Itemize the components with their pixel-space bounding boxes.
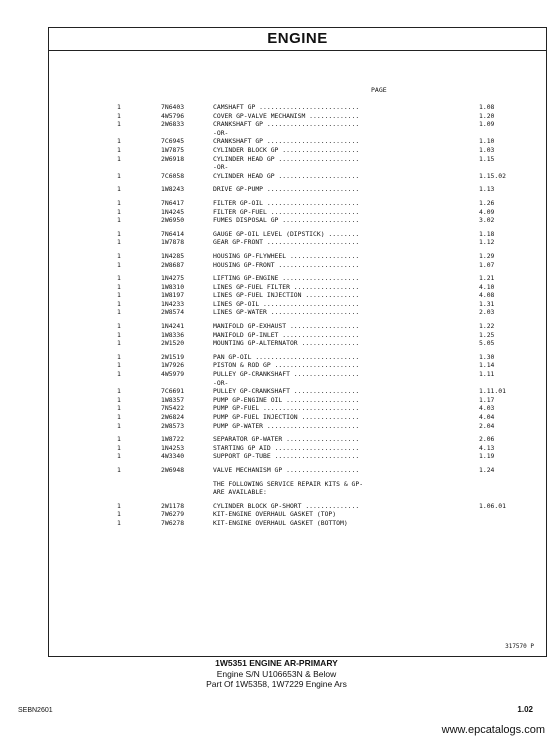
part-row — [117, 444, 537, 453]
part-row — [117, 291, 537, 300]
part-row — [117, 172, 537, 181]
part-number: 7N6414 — [161, 229, 185, 238]
part-row — [117, 112, 537, 121]
part-description: PULLEY GP-CRANKSHAFT ................. — [213, 370, 360, 379]
part-description: LINES GP-FUEL INJECTION .............. — [213, 291, 360, 300]
part-number: 7N6403 — [161, 103, 185, 111]
part-page: 4.03 — [479, 404, 495, 413]
part-number: 1W7926 — [161, 361, 185, 370]
part-qty: 1 — [117, 120, 121, 129]
part-number: 2W1178 — [161, 501, 185, 510]
part-description: PAN GP-OIL ........................... — [213, 352, 360, 361]
part-number: 1W8357 — [161, 395, 185, 404]
part-row — [117, 208, 537, 217]
part-description: PISTON & ROD GP ...................... — [213, 361, 360, 370]
or-label: -OR- — [213, 163, 229, 172]
or-separator — [117, 129, 537, 138]
part-row — [117, 185, 537, 194]
part-row — [117, 199, 537, 208]
part-qty: 1 — [117, 260, 121, 269]
part-row — [117, 404, 537, 413]
part-page: 1.13 — [479, 185, 495, 194]
part-page: 1.10 — [479, 137, 495, 146]
part-number: 2W6918 — [161, 154, 185, 163]
part-page: 1.18 — [479, 229, 495, 238]
part-qty: 1 — [117, 251, 121, 260]
part-description: PUMP GP-FUEL INJECTION ............... — [213, 413, 360, 421]
or-label: -OR- — [213, 378, 229, 387]
part-page: 1.03 — [479, 145, 495, 154]
part-page: 4.08 — [479, 291, 495, 300]
part-description: LINES GP-WATER ....................... — [213, 308, 360, 317]
part-qty: 1 — [117, 501, 121, 510]
part-description: LINES GP-FUEL FILTER ................. — [213, 282, 360, 291]
part-number: 2W6824 — [161, 413, 185, 421]
part-row — [117, 387, 537, 396]
part-qty: 1 — [117, 339, 121, 348]
part-qty: 1 — [117, 465, 121, 474]
part-number: 7N6417 — [161, 198, 185, 207]
part-description: LINES GP-OIL ......................... — [213, 299, 360, 308]
part-qty: 1 — [117, 322, 121, 331]
part-qty: 1 — [117, 137, 121, 146]
footer-line-2: Engine S/N U106653N & Below — [216, 668, 337, 679]
part-number: 1N4285 — [161, 251, 185, 260]
part-row — [117, 230, 537, 239]
parts-list — [117, 103, 537, 528]
part-description: VALVE MECHANISM GP ................... — [213, 465, 360, 474]
part-description: CAMSHAFT GP .......................... — [213, 103, 360, 111]
kits-note-line-2: ARE AVAILABLE: — [213, 488, 267, 497]
part-page: 1.15.02 — [479, 171, 506, 180]
part-number: 1W8310 — [161, 282, 185, 291]
part-qty: 1 — [117, 370, 121, 379]
part-description: FILTER GP-OIL ........................ — [213, 198, 360, 207]
part-row — [117, 422, 537, 431]
part-number: 1N4275 — [161, 274, 185, 283]
footer-caption — [0, 658, 553, 690]
part-row — [117, 146, 537, 155]
part-page: 1.20 — [479, 111, 495, 120]
part-page: 1.30 — [479, 352, 495, 361]
part-description: KIT-ENGINE OVERHAUL GASKET (BOTTOM) — [213, 518, 348, 527]
part-page — [475, 510, 537, 519]
part-description: GEAR GP-FRONT ........................ — [213, 238, 360, 247]
part-number: 1W8336 — [161, 330, 185, 339]
part-description: CYLINDER BLOCK GP .................... — [213, 145, 360, 154]
part-number: 7W6278 — [161, 518, 185, 527]
part-qty: 1 — [117, 229, 121, 238]
part-page: 1.29 — [479, 251, 495, 260]
part-qty: 1 — [117, 404, 121, 413]
part-page: 4.04 — [479, 413, 495, 421]
part-page: 1.25 — [479, 330, 495, 339]
part-page: 1.17 — [479, 395, 495, 404]
kits-note-line-1: THE FOLLOWING SERVICE REPAIR KITS & GP- — [213, 479, 364, 488]
part-description: HOUSING GP-FLYWHEEL .................. — [213, 251, 360, 260]
part-description: LIFTING GP-ENGINE .................... — [213, 274, 360, 283]
part-row — [117, 216, 537, 225]
part-number: 1W8197 — [161, 291, 185, 300]
part-row — [117, 238, 537, 247]
part-page: 1.11.01 — [479, 387, 506, 396]
page-number: 1.02 — [517, 705, 533, 714]
part-number: 2W8687 — [161, 260, 185, 269]
part-page: 4.09 — [479, 207, 495, 216]
part-number: 4W3340 — [161, 452, 185, 461]
part-row — [117, 331, 537, 340]
part-description: PUMP GP-WATER ........................ — [213, 421, 360, 430]
part-row — [117, 103, 537, 112]
part-number: 2W6950 — [161, 216, 185, 225]
part-row — [117, 308, 537, 317]
part-page: 1.24 — [479, 465, 495, 474]
part-row — [117, 261, 537, 270]
part-qty: 1 — [117, 387, 121, 396]
part-description: CYLINDER HEAD GP ..................... — [213, 171, 360, 180]
part-page: 2.04 — [479, 421, 495, 430]
part-number: 1W8243 — [161, 185, 185, 194]
part-page: 2.03 — [479, 308, 495, 317]
part-number: 2W6948 — [161, 465, 185, 474]
part-qty: 1 — [117, 111, 121, 120]
part-row — [117, 361, 537, 370]
part-qty: 1 — [117, 510, 121, 519]
part-number: 1N4253 — [161, 443, 185, 452]
part-page: 1.11 — [479, 370, 495, 379]
document-id: 317570 P — [505, 643, 534, 650]
or-separator — [117, 379, 537, 388]
part-qty: 1 — [117, 154, 121, 163]
or-separator — [117, 163, 537, 172]
part-description: MANIFOLD GP-EXHAUST .................. — [213, 322, 360, 331]
part-description: DRIVE GP-PUMP ........................ — [213, 185, 360, 194]
part-description: SEPARATOR GP-WATER ................... — [213, 435, 360, 444]
part-description: CYLINDER BLOCK GP-SHORT .............. — [213, 501, 360, 510]
part-qty: 1 — [117, 103, 121, 111]
part-number: 1W8722 — [161, 435, 185, 444]
part-qty: 1 — [117, 282, 121, 291]
part-description: STARTING GP AID ...................... — [213, 443, 360, 452]
part-qty: 1 — [117, 413, 121, 421]
part-page: 1.21 — [479, 274, 495, 283]
part-qty: 1 — [117, 291, 121, 300]
part-number: 1N4233 — [161, 299, 185, 308]
part-page: 1.14 — [479, 361, 495, 370]
part-row — [117, 252, 537, 261]
part-number: 2W1520 — [161, 339, 185, 348]
part-description: CRANKSHAFT GP ........................ — [213, 120, 360, 129]
part-qty: 1 — [117, 395, 121, 404]
part-description: FUMES DISPOSAL GP .................... — [213, 216, 360, 225]
part-qty: 1 — [117, 145, 121, 154]
website-watermark: www.epcatalogs.com — [441, 724, 545, 736]
part-row — [117, 502, 537, 511]
part-row — [117, 413, 537, 422]
part-row — [117, 274, 537, 283]
part-qty: 1 — [117, 435, 121, 444]
part-page: 1.07 — [479, 260, 495, 269]
page-column-header: PAGE — [371, 86, 387, 94]
publication-number: SEBN2601 — [18, 707, 53, 714]
part-row — [117, 510, 537, 519]
part-page — [475, 519, 537, 528]
part-qty: 1 — [117, 361, 121, 370]
part-row — [117, 120, 537, 129]
part-page: 5.05 — [479, 339, 495, 348]
part-number: 7C6691 — [161, 387, 185, 396]
part-description: MOUNTING GP-ALTERNATOR ............... — [213, 339, 360, 348]
part-qty: 1 — [117, 352, 121, 361]
part-number: 2W1519 — [161, 352, 185, 361]
part-number: 1N4245 — [161, 207, 185, 216]
part-page: 1.26 — [479, 198, 495, 207]
part-row — [117, 283, 537, 292]
part-description: PUMP GP-FUEL ......................... — [213, 404, 360, 413]
part-qty: 1 — [117, 198, 121, 207]
part-page: 1.15 — [479, 154, 495, 163]
part-number: 7C6945 — [161, 137, 185, 146]
part-row — [117, 452, 537, 461]
part-description: CRANKSHAFT GP ........................ — [213, 137, 360, 146]
part-row — [117, 339, 537, 348]
part-page: 1.09 — [479, 120, 495, 129]
part-description: SUPPORT GP-TUBE ...................... — [213, 452, 360, 461]
part-page: 4.13 — [479, 443, 495, 452]
part-description: HOUSING GP-FRONT ..................... — [213, 260, 360, 269]
part-number: 2W8573 — [161, 421, 185, 430]
part-row — [117, 466, 537, 475]
part-number: 7C6058 — [161, 171, 185, 180]
page-title: ENGINE — [49, 28, 546, 51]
part-qty: 1 — [117, 421, 121, 430]
part-qty: 1 — [117, 308, 121, 317]
part-row — [117, 519, 537, 528]
part-number: 1W7875 — [161, 145, 185, 154]
part-number: 7N5422 — [161, 404, 185, 413]
part-page: 1.31 — [479, 299, 495, 308]
part-row — [117, 137, 537, 146]
part-page: 3.02 — [479, 216, 495, 225]
part-number: 1N4241 — [161, 322, 185, 331]
part-qty: 1 — [117, 171, 121, 180]
part-description: FILTER GP-FUEL ....................... — [213, 207, 360, 216]
part-description: COVER GP-VALVE MECHANISM ............. — [213, 111, 360, 120]
part-row — [117, 155, 537, 164]
part-qty: 1 — [117, 238, 121, 247]
part-qty: 1 — [117, 452, 121, 461]
part-number: 2W8574 — [161, 308, 185, 317]
part-description: CYLINDER HEAD GP ..................... — [213, 154, 360, 163]
part-description: KIT-ENGINE OVERHAUL GASKET (TOP) — [213, 510, 337, 519]
part-row — [117, 353, 537, 362]
part-qty: 1 — [117, 216, 121, 225]
part-row — [117, 435, 537, 444]
part-row — [117, 396, 537, 405]
or-label: -OR- — [213, 128, 229, 137]
part-number: 7W6279 — [161, 510, 185, 519]
part-qty: 1 — [117, 185, 121, 194]
part-page: 1.08 — [479, 103, 495, 111]
part-row — [117, 370, 537, 379]
part-number: 2W6833 — [161, 120, 185, 129]
footer-line-3: Part Of 1W5358, 1W7229 Engine Ars — [206, 679, 347, 689]
part-number: 4W5796 — [161, 111, 185, 120]
catalog-page-frame — [48, 27, 547, 657]
footer-line-1: 1W5351 ENGINE AR-PRIMARY — [215, 658, 338, 668]
part-qty: 1 — [117, 299, 121, 308]
part-qty: 1 — [117, 518, 121, 527]
part-page: 1.22 — [479, 322, 495, 331]
part-number: 1W7878 — [161, 238, 185, 247]
part-row — [117, 300, 537, 309]
part-description: PUMP GP-ENGINE OIL ................... — [213, 395, 360, 404]
part-number: 4W5979 — [161, 370, 185, 379]
part-page: 4.10 — [479, 282, 495, 291]
part-qty: 1 — [117, 207, 121, 216]
part-page: 1.19 — [479, 452, 495, 461]
part-row — [117, 322, 537, 331]
part-description: PULLEY GP-CRANKSHAFT ................. — [213, 387, 360, 396]
part-description: GAUGE GP-OIL LEVEL (DIPSTICK) ........ — [213, 229, 360, 238]
part-page: 2.06 — [479, 435, 495, 444]
part-qty: 1 — [117, 330, 121, 339]
part-description: MANIFOLD GP-INLET .................... — [213, 330, 360, 339]
part-page: 1.06.01 — [479, 501, 506, 510]
part-qty: 1 — [117, 443, 121, 452]
part-page: 1.12 — [479, 238, 495, 247]
part-qty: 1 — [117, 274, 121, 283]
